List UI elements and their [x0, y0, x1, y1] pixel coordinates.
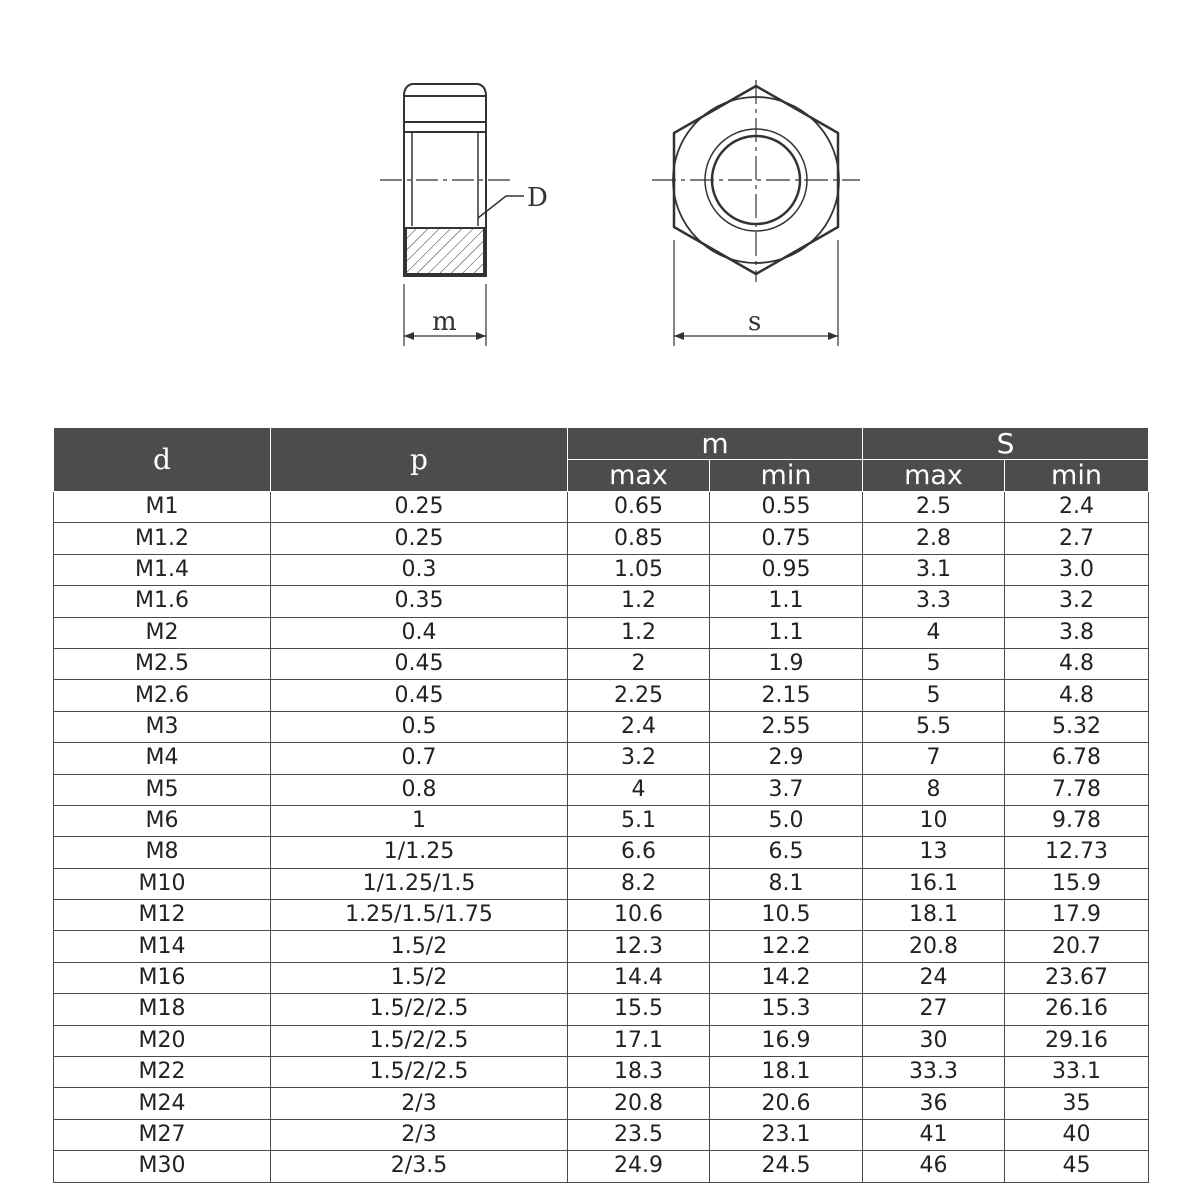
cell-s-max: 30	[863, 1025, 1005, 1056]
cell-d: M10	[54, 868, 271, 899]
header-m-min: min	[710, 460, 863, 492]
table-row	[54, 837, 1149, 868]
cell-p: 1	[271, 805, 568, 836]
cell-s-min: 15.9	[1005, 868, 1149, 899]
cell-m-max: 0.65	[568, 492, 710, 523]
cell-s-min: 4.8	[1005, 680, 1149, 711]
table-row	[54, 1057, 1149, 1088]
cell-s-max: 5	[863, 648, 1005, 679]
cell-p: 1/1.25	[271, 837, 568, 868]
cell-m-min: 16.9	[710, 1025, 863, 1056]
cell-m-max: 8.2	[568, 868, 710, 899]
cell-s-min: 40	[1005, 1119, 1149, 1150]
cell-d: M6	[54, 805, 271, 836]
cell-p: 0.8	[271, 774, 568, 805]
table-row	[54, 1119, 1149, 1150]
cell-d: M2.5	[54, 648, 271, 679]
cell-d: M4	[54, 743, 271, 774]
cell-s-max: 3.3	[863, 586, 1005, 617]
cell-s-min: 45	[1005, 1151, 1149, 1182]
cell-s-min: 20.7	[1005, 931, 1149, 962]
cell-d: M2	[54, 617, 271, 648]
cell-d: M1.4	[54, 554, 271, 585]
cell-m-min: 2.9	[710, 743, 863, 774]
cell-p: 2/3	[271, 1119, 568, 1150]
cell-s-max: 5	[863, 680, 1005, 711]
table-row	[54, 523, 1149, 554]
cell-s-max: 13	[863, 837, 1005, 868]
cell-m-max: 12.3	[568, 931, 710, 962]
cell-d: M27	[54, 1119, 271, 1150]
table-row	[54, 680, 1149, 711]
cell-s-min: 5.32	[1005, 711, 1149, 742]
cell-s-max: 20.8	[863, 931, 1005, 962]
cell-s-max: 36	[863, 1088, 1005, 1119]
table-row	[54, 1088, 1149, 1119]
cell-m-max: 24.9	[568, 1151, 710, 1182]
header-m-max: max	[568, 460, 710, 492]
cell-m-min: 18.1	[710, 1057, 863, 1088]
cell-s-min: 26.16	[1005, 994, 1149, 1025]
cell-p: 0.25	[271, 492, 568, 523]
cell-s-max: 41	[863, 1119, 1005, 1150]
cell-s-max: 16.1	[863, 868, 1005, 899]
cell-m-max: 10.6	[568, 900, 710, 931]
header-s-max: max	[863, 460, 1005, 492]
header-p: p	[271, 428, 568, 492]
cell-m-max: 0.85	[568, 523, 710, 554]
cell-m-min: 1.1	[710, 617, 863, 648]
cell-d: M12	[54, 900, 271, 931]
cell-m-min: 1.1	[710, 586, 863, 617]
cell-p: 1.5/2/2.5	[271, 1025, 568, 1056]
cell-s-min: 29.16	[1005, 1025, 1149, 1056]
cell-s-max: 3.1	[863, 554, 1005, 585]
cell-m-max: 1.2	[568, 617, 710, 648]
cell-s-min: 4.8	[1005, 648, 1149, 679]
cell-m-min: 2.55	[710, 711, 863, 742]
table-row	[54, 868, 1149, 899]
table-row	[54, 900, 1149, 931]
cell-d: M20	[54, 1025, 271, 1056]
cell-m-max: 1.2	[568, 586, 710, 617]
table-row	[54, 617, 1149, 648]
cell-s-min: 9.78	[1005, 805, 1149, 836]
cell-p: 2/3	[271, 1088, 568, 1119]
cell-s-min: 12.73	[1005, 837, 1149, 868]
cell-s-min: 35	[1005, 1088, 1149, 1119]
cell-m-min: 2.15	[710, 680, 863, 711]
table-row	[54, 554, 1149, 585]
cell-m-max: 14.4	[568, 962, 710, 993]
cell-m-min: 15.3	[710, 994, 863, 1025]
table-row	[54, 805, 1149, 836]
cell-d: M30	[54, 1151, 271, 1182]
cell-m-max: 15.5	[568, 994, 710, 1025]
cell-d: M24	[54, 1088, 271, 1119]
cell-m-min: 12.2	[710, 931, 863, 962]
cell-m-max: 3.2	[568, 743, 710, 774]
cell-m-max: 2	[568, 648, 710, 679]
cell-p: 0.35	[271, 586, 568, 617]
cell-d: M22	[54, 1057, 271, 1088]
hex-nut-technical-drawing	[0, 0, 1200, 400]
cell-s-max: 24	[863, 962, 1005, 993]
cell-s-min: 2.4	[1005, 492, 1149, 523]
cell-s-min: 33.1	[1005, 1057, 1149, 1088]
cell-m-min: 1.9	[710, 648, 863, 679]
cell-s-min: 7.78	[1005, 774, 1149, 805]
header-d: d	[54, 428, 271, 492]
cell-m-min: 6.5	[710, 837, 863, 868]
cell-p: 0.5	[271, 711, 568, 742]
cell-m-min: 23.1	[710, 1119, 863, 1150]
cell-d: M5	[54, 774, 271, 805]
cell-p: 1.25/1.5/1.75	[271, 900, 568, 931]
cell-m-min: 10.5	[710, 900, 863, 931]
cell-d: M3	[54, 711, 271, 742]
cell-p: 0.3	[271, 554, 568, 585]
cell-m-max: 2.4	[568, 711, 710, 742]
table-row	[54, 743, 1149, 774]
cell-m-min: 0.75	[710, 523, 863, 554]
table-row	[54, 1025, 1149, 1056]
cell-m-min: 20.6	[710, 1088, 863, 1119]
table-row	[54, 994, 1149, 1025]
cell-s-max: 7	[863, 743, 1005, 774]
cell-m-max: 17.1	[568, 1025, 710, 1056]
cell-p: 2/3.5	[271, 1151, 568, 1182]
cell-s-max: 27	[863, 994, 1005, 1025]
cell-m-max: 1.05	[568, 554, 710, 585]
height-label: m	[432, 307, 457, 337]
cell-s-max: 10	[863, 805, 1005, 836]
cell-d: M14	[54, 931, 271, 962]
nut-dimension-table	[53, 427, 1149, 1183]
cell-m-max: 5.1	[568, 805, 710, 836]
table-row	[54, 648, 1149, 679]
cell-s-min: 17.9	[1005, 900, 1149, 931]
cell-s-max: 18.1	[863, 900, 1005, 931]
table-row	[54, 962, 1149, 993]
cell-s-min: 3.8	[1005, 617, 1149, 648]
cell-s-max: 2.5	[863, 492, 1005, 523]
cell-m-min: 24.5	[710, 1151, 863, 1182]
table-row	[54, 492, 1149, 523]
cell-m-max: 6.6	[568, 837, 710, 868]
cell-m-max: 2.25	[568, 680, 710, 711]
cell-m-max: 18.3	[568, 1057, 710, 1088]
cell-s-max: 8	[863, 774, 1005, 805]
cell-s-min: 2.7	[1005, 523, 1149, 554]
cell-m-max: 20.8	[568, 1088, 710, 1119]
cell-m-min: 3.7	[710, 774, 863, 805]
table-row	[54, 931, 1149, 962]
width-label: s	[748, 307, 762, 337]
cell-m-min: 14.2	[710, 962, 863, 993]
thread-label: D	[527, 183, 548, 213]
cell-m-min: 8.1	[710, 868, 863, 899]
cell-s-max: 5.5	[863, 711, 1005, 742]
cell-p: 0.4	[271, 617, 568, 648]
cell-s-min: 3.2	[1005, 586, 1149, 617]
cell-s-max: 33.3	[863, 1057, 1005, 1088]
cell-m-max: 23.5	[568, 1119, 710, 1150]
header-s: S	[863, 428, 1149, 460]
table-row	[54, 774, 1149, 805]
cell-d: M18	[54, 994, 271, 1025]
cell-p: 1.5/2	[271, 962, 568, 993]
cell-d: M1.2	[54, 523, 271, 554]
cell-p: 1.5/2	[271, 931, 568, 962]
cell-m-min: 0.55	[710, 492, 863, 523]
cell-d: M16	[54, 962, 271, 993]
cell-s-min: 23.67	[1005, 962, 1149, 993]
cell-p: 0.7	[271, 743, 568, 774]
cell-d: M8	[54, 837, 271, 868]
table-body	[54, 492, 1149, 1183]
header-m: m	[568, 428, 863, 460]
table-row	[54, 586, 1149, 617]
cell-d: M2.6	[54, 680, 271, 711]
table-row	[54, 711, 1149, 742]
cell-d: M1	[54, 492, 271, 523]
cell-m-min: 5.0	[710, 805, 863, 836]
table-row	[54, 1151, 1149, 1182]
cell-m-max: 4	[568, 774, 710, 805]
cell-m-min: 0.95	[710, 554, 863, 585]
cell-p: 0.25	[271, 523, 568, 554]
cell-p: 0.45	[271, 680, 568, 711]
cell-d: M1.6	[54, 586, 271, 617]
header-s-min: min	[1005, 460, 1149, 492]
cell-s-max: 46	[863, 1151, 1005, 1182]
cell-s-min: 6.78	[1005, 743, 1149, 774]
cell-p: 1.5/2/2.5	[271, 1057, 568, 1088]
cell-s-max: 4	[863, 617, 1005, 648]
cell-s-max: 2.8	[863, 523, 1005, 554]
cell-p: 0.45	[271, 648, 568, 679]
cell-p: 1.5/2/2.5	[271, 994, 568, 1025]
cell-p: 1/1.25/1.5	[271, 868, 568, 899]
cell-s-min: 3.0	[1005, 554, 1149, 585]
